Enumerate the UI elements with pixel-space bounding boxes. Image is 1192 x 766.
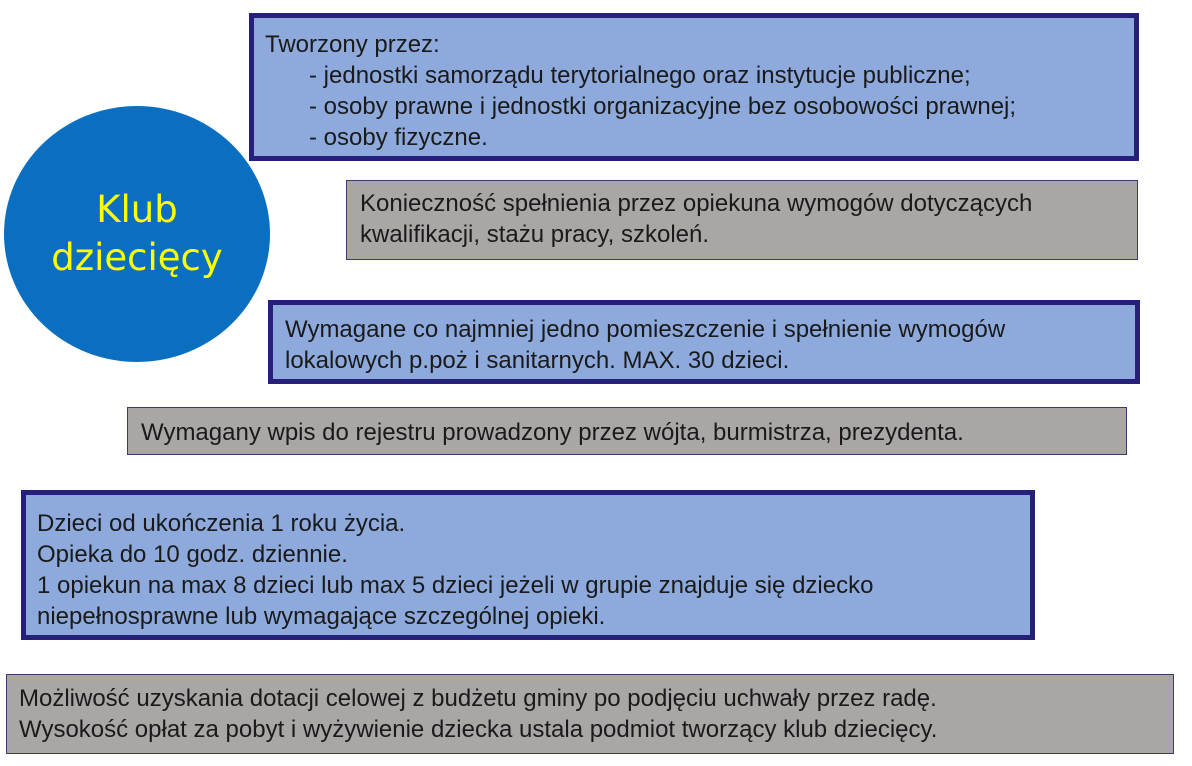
creators-item: - osoby prawne i jednostki organizacyjne bez osobowości prawnej; (309, 93, 1017, 120)
children-care-box (21, 490, 1035, 640)
children-line: 1 opiekun na max 8 dzieci lub max 5 dzieci jeżeli w grupie znajduje się dziecko (37, 572, 874, 599)
creators-heading: Tworzony przez: (265, 31, 440, 58)
register-line: Wymagany wpis do rejestru prowadzony przez wójta, burmistrza, prezydenta. (141, 419, 964, 446)
premises-requirements-box (268, 300, 1140, 384)
children-line: Opieka do 10 godz. dziennie. (37, 541, 348, 568)
caregiver-requirements-box (346, 180, 1138, 260)
premises-line: lokalowych p.poż i sanitarnych. MAX. 30 dzieci. (285, 347, 790, 374)
funding-box (6, 674, 1174, 754)
creators-item: - jednostki samorządu terytorialnego oraz instytucje publiczne; (309, 62, 971, 89)
children-line: niepełnosprawne lub wymagające szczególnej opieki. (37, 603, 606, 630)
children-line: Dzieci od ukończenia 1 roku życia. (37, 510, 406, 537)
funding-line: Możliwość uzyskania dotacji celowej z budżetu gminy po podjęciu uchwały przez radę. (19, 685, 937, 712)
creators-item: - osoby fizyczne. (309, 124, 488, 151)
creators-box (249, 13, 1139, 161)
funding-line: Wysokość opłat za pobyt i wyżywienie dziecka ustala podmiot tworzący klub dziecięcy. (19, 716, 938, 743)
register-box (127, 407, 1127, 455)
caregiver-line: Konieczność spełnienia przez opiekuna wymogów dotyczących (360, 190, 1033, 217)
club-circle (4, 106, 270, 362)
club-title: Klub dziecięcy (51, 188, 223, 279)
premises-line: Wymagane co najmniej jedno pomieszczenie i spełnienie wymogów (285, 316, 1006, 343)
caregiver-line: kwalifikacji, stażu pracy, szkoleń. (360, 221, 710, 248)
